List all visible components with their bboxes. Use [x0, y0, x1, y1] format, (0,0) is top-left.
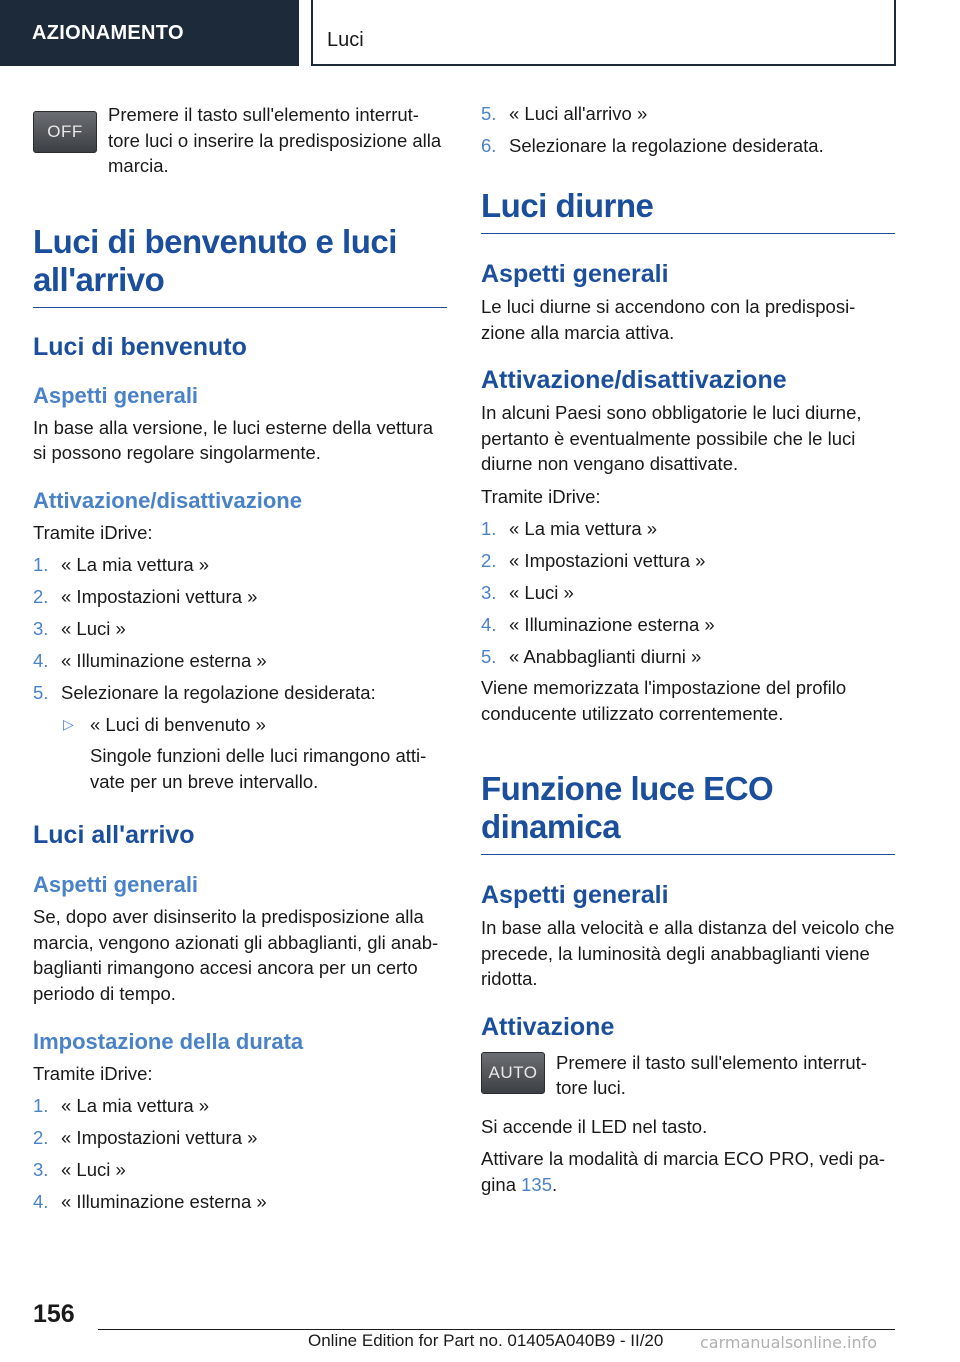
sub-list-item: ▷ « Luci di benvenuto » — [33, 712, 447, 738]
page-link[interactable]: 135 — [521, 1173, 552, 1195]
list-item: 5. « Anabbaglianti diurni » — [481, 645, 702, 667]
daytime-heading: Luci diurne — [481, 187, 895, 234]
daytime-steps — [481, 516, 895, 670]
list-item: 3. « Luci » — [481, 581, 574, 603]
list-item: 2. « Impostazioni vettura » — [33, 585, 258, 607]
daytime-general-heading: Aspetti generali — [481, 260, 669, 288]
arrival-general-heading: Aspetti generali — [33, 872, 199, 897]
auto-key-icon: AUTO — [481, 1052, 545, 1094]
list-item: 1. « La mia vettura » — [33, 1095, 210, 1116]
daytime-profile-text: Viene memorizzata l'impostazione del profilo conducente utilizzato correntemente. — [481, 677, 847, 724]
daytime-general-text: Le luci diurne si accendono con la predisposi-zione alla marcia attiva. — [481, 296, 856, 343]
page-number: 156 — [33, 1300, 75, 1328]
auto-key-row — [481, 1050, 895, 1106]
sub-item-description: Singole funzioni delle luci rimangono atti-vate per un breve intervallo. — [90, 745, 427, 792]
daytime-activation-text: In alcuni Paesi sono obbligatorie le luci diurne, pertanto è eventualmente possibile che le luci diurne non vengano disattivate. — [481, 402, 862, 474]
watermark: carmanualsonline.info — [700, 1333, 878, 1352]
list-item: 2. « Impostazioni vettura » — [33, 1127, 258, 1148]
eco-pro-text: Attivare la modalità di marcia ECO PRO, vedi pa-gina 135. — [481, 1148, 886, 1195]
duration-heading: Impostazione della durata — [33, 1029, 304, 1054]
welcome-heading: Luci di benvenuto — [33, 332, 247, 361]
welcome-arrival-heading: Luci di benvenuto e luci all'arrivo — [33, 223, 447, 308]
welcome-steps — [33, 552, 447, 706]
duration-steps — [33, 1093, 447, 1215]
off-key-row — [33, 102, 447, 179]
eco-general-heading: Aspetti generali — [481, 881, 669, 909]
section-tab: AZIONAMENTO — [0, 0, 299, 66]
eco-general-text: In base alla velocità e alla distanza del veicolo che precede, la luminosità degli anabbaglianti viene ridotta. — [481, 917, 895, 989]
list-item: 5. Selezionare la regolazione desiderata: — [33, 681, 376, 703]
list-item: 3. « Luci » — [33, 617, 126, 639]
arrival-general-text: Se, dopo aver disinserito la predisposizione alla marcia, vengono azionati gli abbaglianti, gli anab-baglianti rimangono accesi ancora per un certo periodo di tempo. — [33, 906, 439, 1004]
daytime-via-idrive: Tramite iDrive: — [481, 485, 601, 507]
page-header — [0, 0, 960, 66]
led-text: Si accende il LED nel tasto. — [481, 1115, 708, 1137]
list-item: 5. « Luci all'arrivo » — [481, 102, 648, 124]
auto-key-text: Premere il tasto sull'elemento interrut-tore luci. — [556, 1051, 867, 1098]
off-key-icon: OFF — [33, 111, 97, 153]
duration-via-idrive: Tramite iDrive: — [33, 1063, 153, 1084]
daytime-activation-heading: Attivazione/disattivazione — [481, 366, 787, 394]
welcome-general-heading: Aspetti generali — [33, 382, 199, 408]
triangle-bullet-icon: ▷ — [63, 715, 74, 732]
edition-text: Online Edition for Part no. 01405A040B9 - II/20 — [308, 1331, 664, 1350]
list-item: 4. « Illuminazione esterna » — [33, 1191, 267, 1212]
footer-divider — [98, 1329, 895, 1330]
list-item: 6. Selezionare la regolazione desiderata. — [481, 134, 824, 156]
list-item: 4. « Illuminazione esterna » — [33, 649, 267, 671]
right-column — [481, 100, 895, 1197]
eco-activation-heading: Attivazione — [481, 1012, 615, 1041]
welcome-general-text: In base alla versione, le luci esterne della vettura si possono regolare singolarmente. — [33, 416, 434, 463]
welcome-activation-heading: Attivazione/disattivazione — [33, 487, 302, 513]
chapter-tab: Luci — [311, 0, 896, 66]
list-item: 4. « Illuminazione esterna » — [481, 613, 715, 635]
list-item: 3. « Luci » — [33, 1159, 126, 1180]
arrival-heading: Luci all'arrivo — [33, 821, 195, 849]
welcome-via-idrive: Tramite iDrive: — [33, 521, 153, 543]
left-column — [33, 100, 447, 1215]
list-item: 1. « La mia vettura » — [481, 517, 658, 539]
list-item: 2. « Impostazioni vettura » — [481, 549, 706, 571]
intro-text: Premere il tasto sull'elemento interrut-tore luci o inserire la predisposizione alla marcia. — [108, 104, 442, 176]
eco-heading: Funzione luce ECO dinamica — [481, 770, 895, 855]
arrival-steps-continued — [481, 101, 895, 159]
list-item: 1. « La mia vettura » — [33, 553, 210, 575]
